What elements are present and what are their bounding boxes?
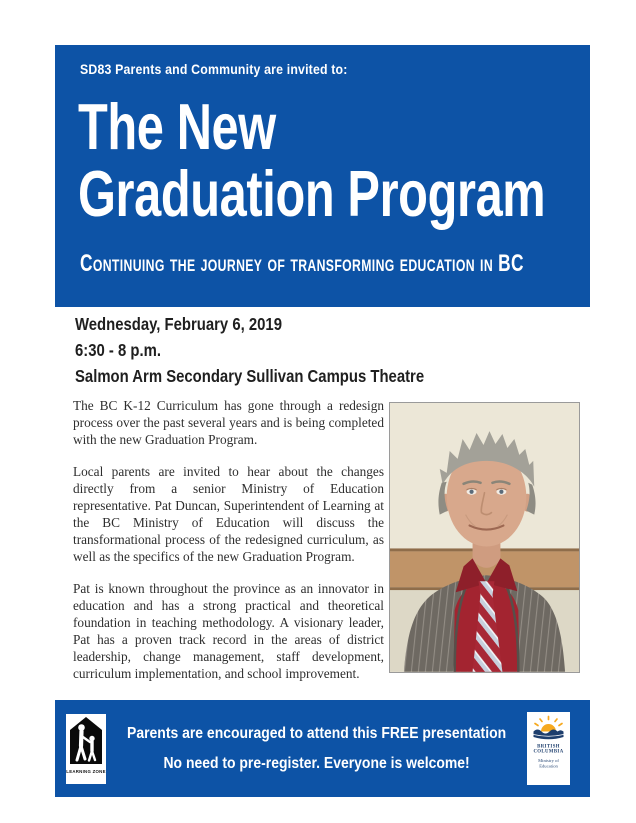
learning-zone-logo xyxy=(66,714,106,784)
bc-logo-columbia: COLUMBIA xyxy=(533,749,564,755)
title-line-1: The New xyxy=(78,90,276,163)
speaker-portrait-photo xyxy=(389,402,580,673)
learning-zone-label: LEARNING ZONE xyxy=(66,768,106,774)
footer-line-2: No need to pre-register. Everyone is welcome! xyxy=(163,754,470,772)
bc-logo-education: Education xyxy=(539,763,558,769)
bc-ministry-logo xyxy=(527,712,570,785)
paragraph-curriculum-redesign: The BC K-12 Curriculum has gone through a redesign process over the past several years and is being completed with the new Graduation Program. xyxy=(73,398,384,447)
header-banner xyxy=(55,45,590,307)
event-details xyxy=(75,311,424,389)
footer-line-1: Parents are encouraged to attend this FREE presentation xyxy=(127,724,507,742)
body-text-column xyxy=(73,397,384,697)
title-line-2: Graduation Program xyxy=(78,157,546,230)
event-date: Wednesday, February 6, 2019 xyxy=(75,314,282,334)
event-time: 6:30 - 8 p.m. xyxy=(75,340,161,360)
body-content xyxy=(73,397,583,697)
invitation-kicker: SD83 Parents and Community are invited to: xyxy=(80,61,348,77)
bc-sunrise-icon xyxy=(527,712,570,785)
paragraph-speaker-bio: Pat is known throughout the province as an innovator in education and has a strong practical and theoretical foundation in teaching methodology. A visionary leader, Pat has a proven track record in the areas of district leadership, change management, staff development, curriculum implementation, and school improvement. xyxy=(73,581,384,681)
event-location: Salmon Arm Secondary Sullivan Campus Theatre xyxy=(75,366,425,386)
flyer-title xyxy=(78,90,546,230)
footer-banner xyxy=(55,700,590,797)
flyer-subtitle: Continuing the journey of transforming education in BC xyxy=(80,250,524,277)
paragraph-parent-invitation: Local parents are invited to hear about the changes directly from a senior Ministry of Education representative. Pat Duncan, Superintendent of Learning at the BC Ministry of Education will discuss the transformational process of the redesigned curriculum, as well as the specifics of the new Graduation Program. xyxy=(73,464,384,564)
school-crossing-icon xyxy=(66,714,106,784)
footer-message xyxy=(127,719,506,779)
bc-logo-british: BRITISH xyxy=(537,744,561,750)
speaker-portrait-illustration xyxy=(390,403,579,672)
bc-logo-ministry-of: Ministry of xyxy=(538,758,560,763)
